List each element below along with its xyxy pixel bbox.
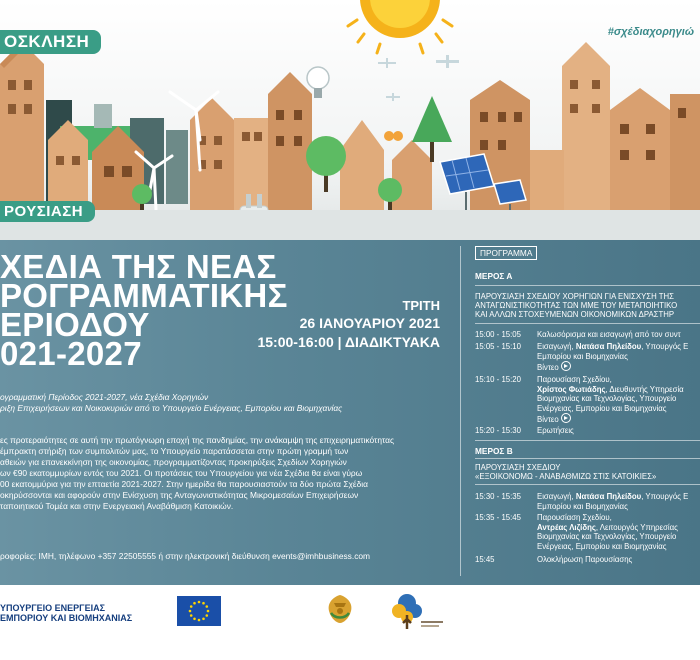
eu-star <box>205 605 208 608</box>
schedule-text-part: Ενέργειας, Εμπορίου και Βιομηχανίας <box>537 403 667 413</box>
part-a-title-line: ΑΝΤΑΓΩΝΙΣΤΙΚΟΤΗΤΑΣ ΤΩΝ ΜΜΕ ΤΟΥ ΜΕΤΑΠΟΙΗΤΙΚΟ <box>475 301 678 310</box>
eu-star <box>193 617 196 620</box>
part-a-title-line: ΚΑΙ ΑΛΛΩΝ ΣΤΟΧΕΥΜΕΝΩΝ ΟΙΚΟΝΟΜΙΚΩΝ ΔΡΑΣΤΗΡ <box>475 310 675 319</box>
presentation-label: ΡΟΥΣΙΑΣΗ <box>0 201 95 222</box>
hashtag: #σχέδιαχορηγιώ <box>607 26 694 38</box>
description-line: ων €90 εκατομμυρίων εντός του 2021. Οι προτάσεις του Υπουργείου για νέα Σχέδια θα είναι γύρω <box>0 468 363 478</box>
schedule-time: 15:10 - 15:20 <box>475 375 521 384</box>
ministry-name-line: ΥΠΟΥΡΓΕΙΟ ΕΝΕΡΓΕΙΑΣ <box>0 603 105 613</box>
schedule-text <box>537 513 678 551</box>
schedule-text-part: Εισαγωγή, <box>537 492 576 501</box>
schedule-text-part: Βιομηχανίας και Τεχνολογίας, Υπουργείο <box>537 394 677 403</box>
description-line: ταποιητικού Τομέα και στην Ενεργειακή Αναβάθμιση Κατοικιών. <box>0 501 234 511</box>
speaker-name: Νατάσα Πηλείδου <box>575 342 642 351</box>
play-icon[interactable] <box>561 361 571 371</box>
butterfly-icon <box>384 131 403 141</box>
contact-info: ροφορίες: ΙΜΗ, τηλέφωνο +357 22505555 ή στην ηλεκτρονική διεύθυνση events@imhbusiness.com <box>0 551 371 561</box>
play-icon[interactable] <box>561 413 571 423</box>
speaker-name: Χρίστος Φωτιάδης <box>537 384 606 394</box>
schedule-text-part: , Λειτουργός Υπηρεσίας <box>595 522 678 532</box>
hero-illustration <box>0 0 700 240</box>
schedule-text <box>537 342 688 373</box>
eu-star <box>202 617 205 620</box>
description-line: αθειών για επανεκκίνηση της οικονομίας, προγραμματίζοντας προκηρύξεις Σχεδίων Χορηγιών <box>0 457 347 467</box>
title-line: ΕΡΙΟΔΟΥ <box>0 306 150 343</box>
eu-star <box>190 614 193 617</box>
schedule-time: 15:45 <box>475 555 495 564</box>
schedule-time: 15:35 - 15:45 <box>475 513 521 522</box>
eu-star <box>207 610 210 613</box>
divider <box>475 440 700 441</box>
event-date: 26 ΙΑΝΟΥΑΡΙΟΥ 2021 <box>299 315 440 331</box>
divider <box>475 458 700 459</box>
part-b-title <box>475 463 700 481</box>
tree-logo-icon <box>385 591 445 637</box>
video-link[interactable]: Βίντεο <box>537 363 559 372</box>
divider <box>475 484 700 485</box>
schedule-text-part: , Υπουργός Ε <box>641 342 689 351</box>
event-description <box>0 435 448 512</box>
city-illustration <box>0 0 700 240</box>
ministry-name <box>0 603 132 623</box>
speaker-name: Νατάσα Πηλείδου <box>575 492 642 501</box>
event-day: ΤΡΙΤΗ <box>402 298 440 313</box>
schedule-text-part: Παρουσίαση Σχεδίου, <box>537 375 612 384</box>
eu-flag-icon <box>177 596 221 626</box>
video-link[interactable]: Βίντεο <box>537 415 559 424</box>
event-datetime <box>215 298 440 350</box>
title-line: ΡΟΓΡΑΜΜΑΤΙΚΗΣ <box>0 277 288 314</box>
schedule-text-part: , Υπουργός Ε <box>641 492 689 501</box>
speaker-name: Αντρέας Λιζίδης <box>537 522 596 532</box>
schedule-text <box>537 492 688 511</box>
footer-logos <box>0 585 700 660</box>
part-b-title-line: «ΕΞΟΙΚΟΝΟΜΩ - ΑΝΑΒΑΘΜΙΖΩ ΣΤΙΣ ΚΑΤΟΙΚΙΕΣ» <box>475 472 657 481</box>
event-time-place: 15:00-16:00 | ΔΙΑΔΙΚΤΥΑΚΑ <box>257 334 440 350</box>
schedule-time: 15:05 - 15:10 <box>475 342 521 351</box>
schedule-text: Ερωτήσεις <box>537 426 574 435</box>
cyprus-emblem-icon <box>325 593 355 625</box>
part-a-title-line: ΠΑΡΟΥΣΙΑΣΗ ΣΧΕΔΙΟΥ ΧΟΡΗΓΙΩΝ ΓΙΑ ΕΝΙΣΧΥΣΗ ΤΗΣ <box>475 292 674 301</box>
schedule-time: 15:00 - 15:05 <box>475 330 521 339</box>
schedule-text-part: Παρουσίαση Σχεδίου, <box>537 513 612 522</box>
eu-star <box>190 605 193 608</box>
schedule-time: 15:20 - 15:30 <box>475 426 521 435</box>
ground <box>0 210 700 240</box>
event-subtitle <box>0 392 440 414</box>
sun-icon <box>348 0 452 53</box>
schedule-text <box>537 375 684 425</box>
description-line: 00 εκατομμύρια για την επταετία 2021-2027. Στην ημερίδα θα παρουσιαστούν τα δύο πρώτα Σχέδια <box>0 479 369 489</box>
schedule-time: 15:30 - 15:35 <box>475 492 521 501</box>
invitation-label: ΟΣΚΛΗΣΗ <box>0 30 101 54</box>
subtitle-line: ογραμματική Περίοδος 2021-2027, νέα Σχέδια Χορηγιών <box>0 392 209 402</box>
eu-star <box>198 601 201 604</box>
description-line: ες προτεραιότητες σε αυτή την πρωτόγνωρη εποχή της πανδημίας, την ανάκαμψη της επιχειρηματικότητας <box>0 435 395 445</box>
schedule-text-part: Εμπορίου και Βιομηχανίας <box>537 501 628 511</box>
description-line: οκηρύσσονται και αφορούν στην Ενίσχυση της Ανταγωνιστικότητας Μικρομεσαίων Επιχειρήσεων <box>0 490 359 500</box>
part-a-label: ΜΕΡΟΣ Α <box>475 271 513 281</box>
title-line: ΧΕΔΙΑ ΤΗΣ ΝΕΑΣ <box>0 248 277 285</box>
schedule-text: Καλωσόρισμα και εισαγωγή από τον συντ <box>537 330 681 339</box>
description-line: έμπρακτη στήριξη των συμπολιτών μας, το Υπουργείο παρατάσσεται στην πρώτη γραμμή των <box>0 446 349 456</box>
program-heading: ΠΡΟΓΡΑΜΜΑ <box>475 246 537 260</box>
schedule-text-part: , Διευθυντής Υπηρεσία <box>605 384 684 394</box>
divider <box>475 285 700 286</box>
subtitle-line: ριξη Επιχειρήσεων και Νοικοκυριών από το Υπουργείο Ενέργειας, Εμπορίου και Βιομηχανίας <box>0 403 343 413</box>
part-b-label: ΜΕΡΟΣ Β <box>475 446 513 456</box>
schedule-text-part: Ενέργειας, Εμπορίου και Βιομηχανίας <box>537 541 667 551</box>
program-section <box>460 246 700 576</box>
ministry-name-line: ΕΜΠΟΡΙΟΥ ΚΑΙ ΒΙΟΜΗΧΑΝΙΑΣ <box>0 613 133 623</box>
part-a-title <box>475 292 700 319</box>
schedule-text-part: Εισαγωγή, <box>537 342 576 351</box>
schedule-text: Ολοκλήρωση Παρουσίασης <box>537 555 633 564</box>
schedule-text-part: Εμπορίου και Βιομηχανίας <box>537 351 628 361</box>
eu-star <box>193 602 196 605</box>
schedule-text-part: Βιομηχανίας και Τεχνολογίας, Υπουργείο <box>537 532 677 541</box>
eu-star <box>202 602 205 605</box>
part-b-title-line: ΠΑΡΟΥΣΙΑΣΗ ΣΧΕΔΙΟΥ <box>475 463 561 472</box>
title-line: 021-2027 <box>0 335 142 372</box>
eu-star <box>189 610 192 613</box>
divider <box>475 323 700 324</box>
eu-star <box>205 614 208 617</box>
eu-star <box>198 619 201 622</box>
